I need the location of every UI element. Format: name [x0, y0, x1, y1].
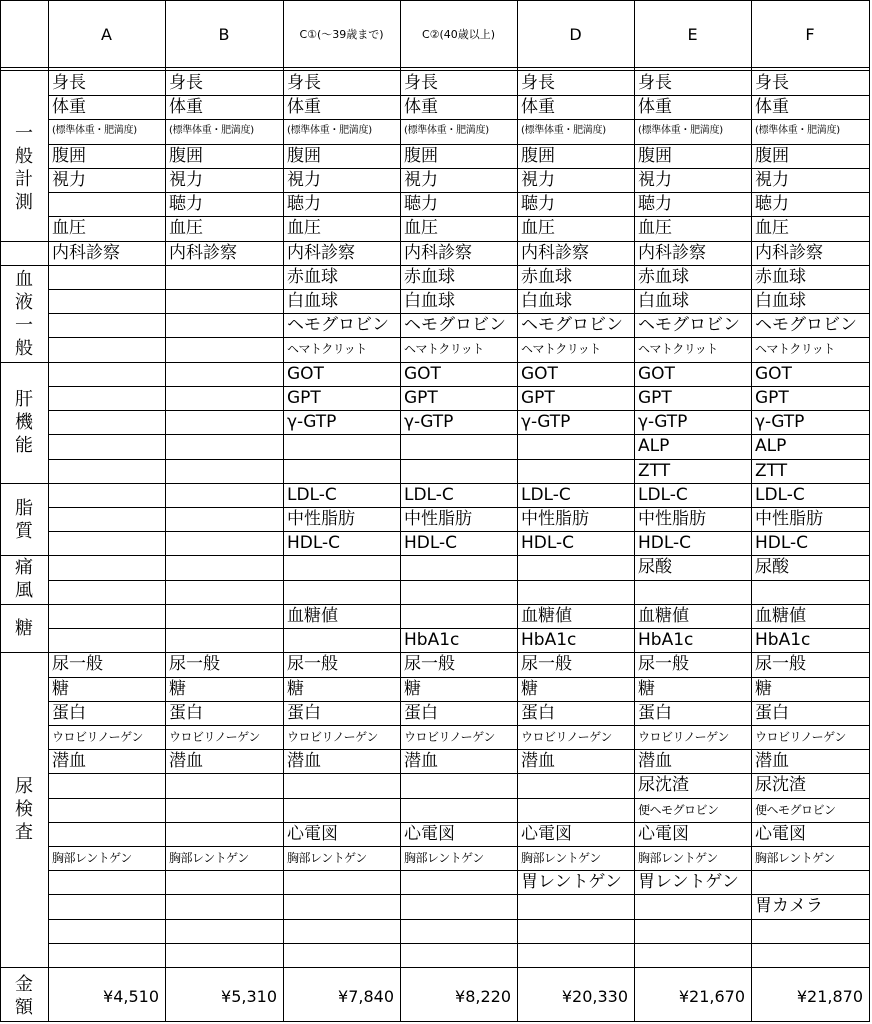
test-item-cell: LDL-C: [287, 485, 337, 505]
test-item-cell: (標準体重・肥満度): [755, 125, 840, 136]
category-label: [1, 969, 47, 1023]
category-char: 金: [15, 974, 33, 995]
test-item-cell: 腹囲: [404, 146, 438, 166]
row-divider: [48, 894, 869, 895]
price-cell: ¥21,670: [678, 986, 745, 1006]
test-item-cell: ヘマトクリット: [404, 342, 484, 356]
test-item-cell: 体重: [755, 97, 789, 117]
test-item-cell: 便ヘモグロビン: [755, 803, 836, 817]
test-item-cell: HDL-C: [638, 533, 692, 553]
test-item-cell: 蛋白: [287, 703, 321, 723]
category-label: [1, 265, 47, 362]
category-label: [1, 652, 47, 967]
category-char: 風: [15, 580, 33, 601]
test-item-cell: GOT: [521, 364, 558, 384]
column-header: A: [101, 24, 112, 44]
column-header: C①(～39歳まで): [299, 28, 384, 41]
test-item-cell: 血圧: [169, 218, 203, 238]
test-item-cell: 蛋白: [404, 703, 438, 723]
test-item-cell: 胸部レントゲン: [287, 851, 367, 865]
test-item-cell: 心電図: [404, 824, 455, 844]
test-item-cell: 血圧: [404, 218, 438, 238]
category-char: 般: [15, 146, 33, 167]
category-char: 血: [15, 268, 33, 290]
test-item-cell: ウロビリノーゲン: [169, 730, 260, 744]
test-item-cell: 腹囲: [169, 146, 203, 166]
category-char: 機: [15, 412, 33, 433]
test-item-cell: 身長: [755, 73, 789, 93]
test-item-cell: HbA1c: [755, 630, 811, 650]
test-item-cell: 血圧: [638, 218, 672, 238]
test-item-cell: 糖: [287, 679, 304, 699]
category-label: [1, 604, 47, 652]
category-char: 検: [15, 799, 33, 820]
category-char: 尿: [15, 776, 33, 797]
test-item-cell: GPT: [287, 388, 321, 408]
test-item-cell: 内科診察: [755, 243, 823, 263]
row-divider: [48, 943, 869, 944]
test-item-cell: GPT: [521, 388, 555, 408]
test-item-cell: 尿酸: [755, 557, 789, 577]
test-item-cell: 血圧: [521, 218, 555, 238]
test-item-cell: 血糖値: [638, 606, 689, 626]
test-item-cell: 糖: [169, 679, 186, 699]
test-item-cell: 血圧: [52, 218, 86, 238]
category-label: [1, 555, 47, 603]
test-item-cell: 赤血球: [521, 267, 572, 287]
test-item-cell: ヘモグロビン: [404, 315, 506, 335]
test-item-cell: 血糖値: [521, 606, 572, 626]
category-label: [1, 362, 47, 483]
test-item-cell: 白血球: [287, 291, 338, 311]
test-item-cell: ALP: [638, 436, 670, 456]
test-item-cell: 体重: [638, 97, 672, 117]
category-char: 能: [15, 435, 33, 456]
price-cell: ¥5,310: [221, 986, 277, 1006]
test-item-cell: 視力: [169, 170, 203, 190]
test-item-cell: 体重: [404, 97, 438, 117]
test-item-cell: GPT: [638, 388, 672, 408]
price-cell: ¥4,510: [103, 986, 159, 1006]
test-item-cell: 体重: [521, 97, 555, 117]
category-char: 額: [15, 997, 33, 1018]
category-char: 脂: [15, 497, 33, 519]
test-item-cell: 糖: [52, 679, 69, 699]
test-item-cell: 聴力: [287, 194, 321, 214]
test-item-cell: 潜血: [287, 751, 321, 771]
test-item-cell: 聴力: [755, 194, 789, 214]
category-char: 一: [15, 314, 33, 336]
test-item-cell: ヘモグロビン: [638, 315, 740, 335]
test-item-cell: (標準体重・肥満度): [404, 125, 489, 136]
test-item-cell: 蛋白: [521, 703, 555, 723]
test-item-cell: HbA1c: [521, 630, 577, 650]
test-item-cell: 尿一般: [755, 654, 806, 674]
test-item-cell: 便ヘモグロビン: [638, 803, 719, 817]
test-item-cell: 中性脂肪: [638, 509, 706, 529]
test-item-cell: 尿一般: [287, 654, 338, 674]
test-item-cell: 胃カメラ: [755, 896, 823, 916]
test-item-cell: GOT: [755, 364, 792, 384]
test-item-cell: 腹囲: [755, 146, 789, 166]
test-item-cell: 心電図: [521, 824, 572, 844]
test-item-cell: 蛋白: [755, 703, 789, 723]
test-item-cell: ヘマトクリット: [521, 342, 601, 356]
test-item-cell: 血圧: [287, 218, 321, 238]
test-item-cell: 尿一般: [521, 654, 572, 674]
test-item-cell: γ-GTP: [521, 412, 571, 432]
test-item-cell: ウロビリノーゲン: [287, 730, 378, 744]
test-item-cell: ALP: [755, 436, 787, 456]
test-item-cell: 身長: [169, 73, 203, 93]
test-item-cell: 身長: [404, 73, 438, 93]
category-char: 糖: [15, 617, 33, 639]
test-item-cell: GPT: [755, 388, 789, 408]
category-char: 般: [15, 337, 33, 359]
price-cell: ¥21,870: [796, 986, 863, 1006]
test-item-cell: 内科診察: [521, 243, 589, 263]
test-item-cell: 体重: [287, 97, 321, 117]
category-char: 一: [15, 123, 33, 144]
test-item-cell: HDL-C: [287, 533, 341, 553]
test-item-cell: 内科診察: [404, 243, 472, 263]
test-item-cell: ヘモグロビン: [755, 315, 857, 335]
test-item-cell: 尿一般: [52, 654, 103, 674]
test-item-cell: GOT: [404, 364, 441, 384]
category-label: [1, 483, 47, 556]
column-header: B: [218, 24, 230, 44]
test-item-cell: LDL-C: [755, 485, 805, 505]
test-item-cell: γ-GTP: [638, 412, 688, 432]
test-item-cell: 赤血球: [638, 267, 689, 287]
test-item-cell: 視力: [52, 170, 86, 190]
test-item-cell: 胃レントゲン: [638, 872, 739, 892]
test-item-cell: 胸部レントゲン: [404, 851, 484, 865]
column-header: C②(40歳以上): [421, 28, 496, 41]
test-item-cell: ZTT: [755, 461, 788, 481]
category-char: 測: [15, 192, 33, 213]
test-item-cell: 赤血球: [287, 267, 338, 287]
category-char: 計: [15, 169, 33, 190]
category-char: 液: [15, 291, 33, 313]
price-cell: ¥20,330: [561, 986, 628, 1006]
test-item-cell: 尿沈渣: [638, 775, 689, 795]
test-item-cell: 尿沈渣: [755, 775, 806, 795]
category-label: [1, 71, 47, 265]
test-item-cell: ZTT: [638, 461, 671, 481]
test-item-cell: ウロビリノーゲン: [755, 730, 846, 744]
test-item-cell: 心電図: [755, 824, 806, 844]
test-item-cell: 心電図: [287, 824, 338, 844]
test-item-cell: 身長: [287, 73, 321, 93]
test-item-cell: ウロビリノーゲン: [404, 730, 495, 744]
test-item-cell: 中性脂肪: [287, 509, 355, 529]
test-item-cell: 糖: [755, 679, 772, 699]
test-item-cell: 内科診察: [287, 243, 355, 263]
test-item-cell: 中性脂肪: [404, 509, 472, 529]
test-item-cell: 視力: [287, 170, 321, 190]
test-item-cell: ウロビリノーゲン: [638, 730, 729, 744]
test-item-cell: GOT: [287, 364, 324, 384]
test-item-cell: 体重: [52, 97, 86, 117]
test-item-cell: 聴力: [638, 194, 672, 214]
test-item-cell: 胸部レントゲン: [52, 851, 132, 865]
test-item-cell: 胸部レントゲン: [169, 851, 249, 865]
test-item-cell: 身長: [521, 73, 555, 93]
test-item-cell: ウロビリノーゲン: [521, 730, 612, 744]
test-item-cell: 糖: [638, 679, 655, 699]
header-divider: [1, 67, 869, 68]
test-item-cell: 聴力: [169, 194, 203, 214]
test-item-cell: 聴力: [404, 194, 438, 214]
test-item-cell: 白血球: [638, 291, 689, 311]
test-item-cell: LDL-C: [521, 485, 571, 505]
test-item-cell: ウロビリノーゲン: [52, 730, 143, 744]
test-item-cell: ヘモグロビン: [287, 315, 389, 335]
test-item-cell: 身長: [638, 73, 672, 93]
test-item-cell: (標準体重・肥満度): [52, 125, 137, 136]
test-item-cell: 潜血: [52, 751, 86, 771]
test-item-cell: 血糖値: [755, 606, 806, 626]
test-item-cell: 視力: [755, 170, 789, 190]
test-item-cell: 尿酸: [638, 557, 672, 577]
test-item-cell: GOT: [638, 364, 675, 384]
category-char: 査: [15, 822, 33, 843]
test-item-cell: 身長: [52, 73, 86, 93]
test-item-cell: (標準体重・肥満度): [521, 125, 606, 136]
test-item-cell: 中性脂肪: [755, 509, 823, 529]
test-item-cell: γ-GTP: [404, 412, 454, 432]
test-item-cell: 赤血球: [755, 267, 806, 287]
test-item-cell: 白血球: [755, 291, 806, 311]
test-item-cell: LDL-C: [404, 485, 454, 505]
test-item-cell: 白血球: [521, 291, 572, 311]
test-item-cell: ヘマトクリット: [755, 342, 835, 356]
test-item-cell: 白血球: [404, 291, 455, 311]
category-char: 肝: [15, 389, 33, 410]
test-item-cell: HDL-C: [521, 533, 575, 553]
test-item-cell: HDL-C: [404, 533, 458, 553]
test-item-cell: 中性脂肪: [521, 509, 589, 529]
price-cell: ¥8,220: [455, 986, 511, 1006]
test-item-cell: 腹囲: [521, 146, 555, 166]
column-header: F: [805, 24, 815, 44]
column-header: D: [569, 24, 582, 44]
test-item-cell: 糖: [521, 679, 538, 699]
test-item-cell: 視力: [638, 170, 672, 190]
row-divider: [48, 919, 869, 920]
test-item-cell: (標準体重・肥満度): [287, 125, 372, 136]
price-cell: ¥7,840: [338, 986, 394, 1006]
test-item-cell: 視力: [404, 170, 438, 190]
test-item-cell: 内科診察: [638, 243, 706, 263]
test-item-cell: (標準体重・肥満度): [638, 125, 723, 136]
test-item-cell: 胸部レントゲン: [755, 851, 835, 865]
test-item-cell: 血圧: [755, 218, 789, 238]
test-item-cell: 胃レントゲン: [521, 872, 622, 892]
test-item-cell: 潜血: [404, 751, 438, 771]
test-item-cell: 内科診察: [169, 243, 237, 263]
test-item-cell: 血糖値: [287, 606, 338, 626]
test-item-cell: γ-GTP: [287, 412, 337, 432]
test-item-cell: GPT: [404, 388, 438, 408]
test-item-cell: 内科診察: [52, 243, 120, 263]
test-item-cell: (標準体重・肥満度): [169, 125, 254, 136]
test-item-cell: LDL-C: [638, 485, 688, 505]
category-char: 痛: [15, 557, 33, 578]
test-item-cell: 腹囲: [287, 146, 321, 166]
row-divider: [48, 580, 869, 581]
category-char: 質: [15, 520, 33, 542]
test-item-cell: 尿一般: [638, 654, 689, 674]
test-item-cell: ヘモグロビン: [521, 315, 623, 335]
test-item-cell: HDL-C: [755, 533, 809, 553]
test-item-cell: γ-GTP: [755, 412, 805, 432]
test-item-cell: 糖: [404, 679, 421, 699]
test-item-cell: ヘマトクリット: [638, 342, 718, 356]
test-item-cell: 体重: [169, 97, 203, 117]
test-item-cell: 腹囲: [638, 146, 672, 166]
test-item-cell: 蛋白: [52, 703, 86, 723]
test-item-cell: HbA1c: [404, 630, 460, 650]
test-item-cell: 潜血: [169, 751, 203, 771]
test-item-cell: HbA1c: [638, 630, 694, 650]
test-item-cell: 蛋白: [638, 703, 672, 723]
test-item-cell: 胸部レントゲン: [521, 851, 601, 865]
test-item-cell: 潜血: [521, 751, 555, 771]
test-item-cell: 蛋白: [169, 703, 203, 723]
row-divider: [1, 967, 869, 968]
test-item-cell: 尿一般: [404, 654, 455, 674]
test-item-cell: 潜血: [638, 751, 672, 771]
test-item-cell: 赤血球: [404, 267, 455, 287]
test-item-cell: 視力: [521, 170, 555, 190]
test-item-cell: ヘマトクリット: [287, 342, 367, 356]
test-item-cell: 聴力: [521, 194, 555, 214]
test-item-cell: 心電図: [638, 824, 689, 844]
test-item-cell: 腹囲: [52, 146, 86, 166]
test-item-cell: 潜血: [755, 751, 789, 771]
column-header: E: [687, 24, 698, 44]
test-item-cell: 胸部レントゲン: [638, 851, 718, 865]
test-item-cell: 尿一般: [169, 654, 220, 674]
